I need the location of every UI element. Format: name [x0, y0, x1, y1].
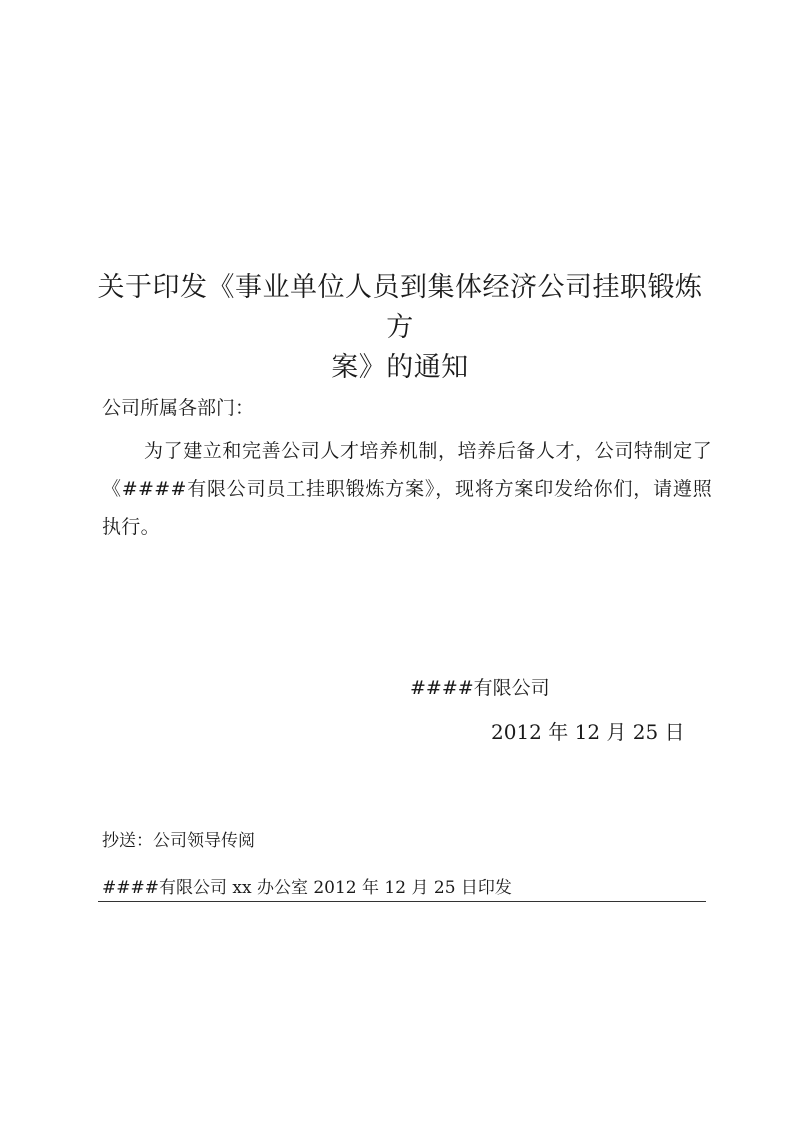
document-title — [90, 268, 710, 388]
document-date: 2012 年 12 月 25 日 — [491, 720, 685, 744]
issued-by-line: ####有限公司 xx 办公室 2012 年 12 月 25 日印发 — [102, 878, 512, 898]
title-line-2: 案》的通知 — [331, 352, 469, 383]
signer-organization: ####有限公司 — [410, 677, 550, 699]
salutation: 公司所属各部门： — [102, 397, 255, 419]
cc-line: 抄送：公司领导传阅 — [102, 831, 255, 851]
footer-divider — [98, 901, 706, 902]
body-paragraph: 为了建立和完善公司人才培养机制，培养后备人才，公司特制定了《####有限公司员工挂职锻炼方案》，现将方案印发给你们，请遵照执行。 — [102, 440, 712, 538]
title-line-1: 关于印发《事业单位人员到集体经济公司挂职锻炼方 — [97, 272, 703, 343]
